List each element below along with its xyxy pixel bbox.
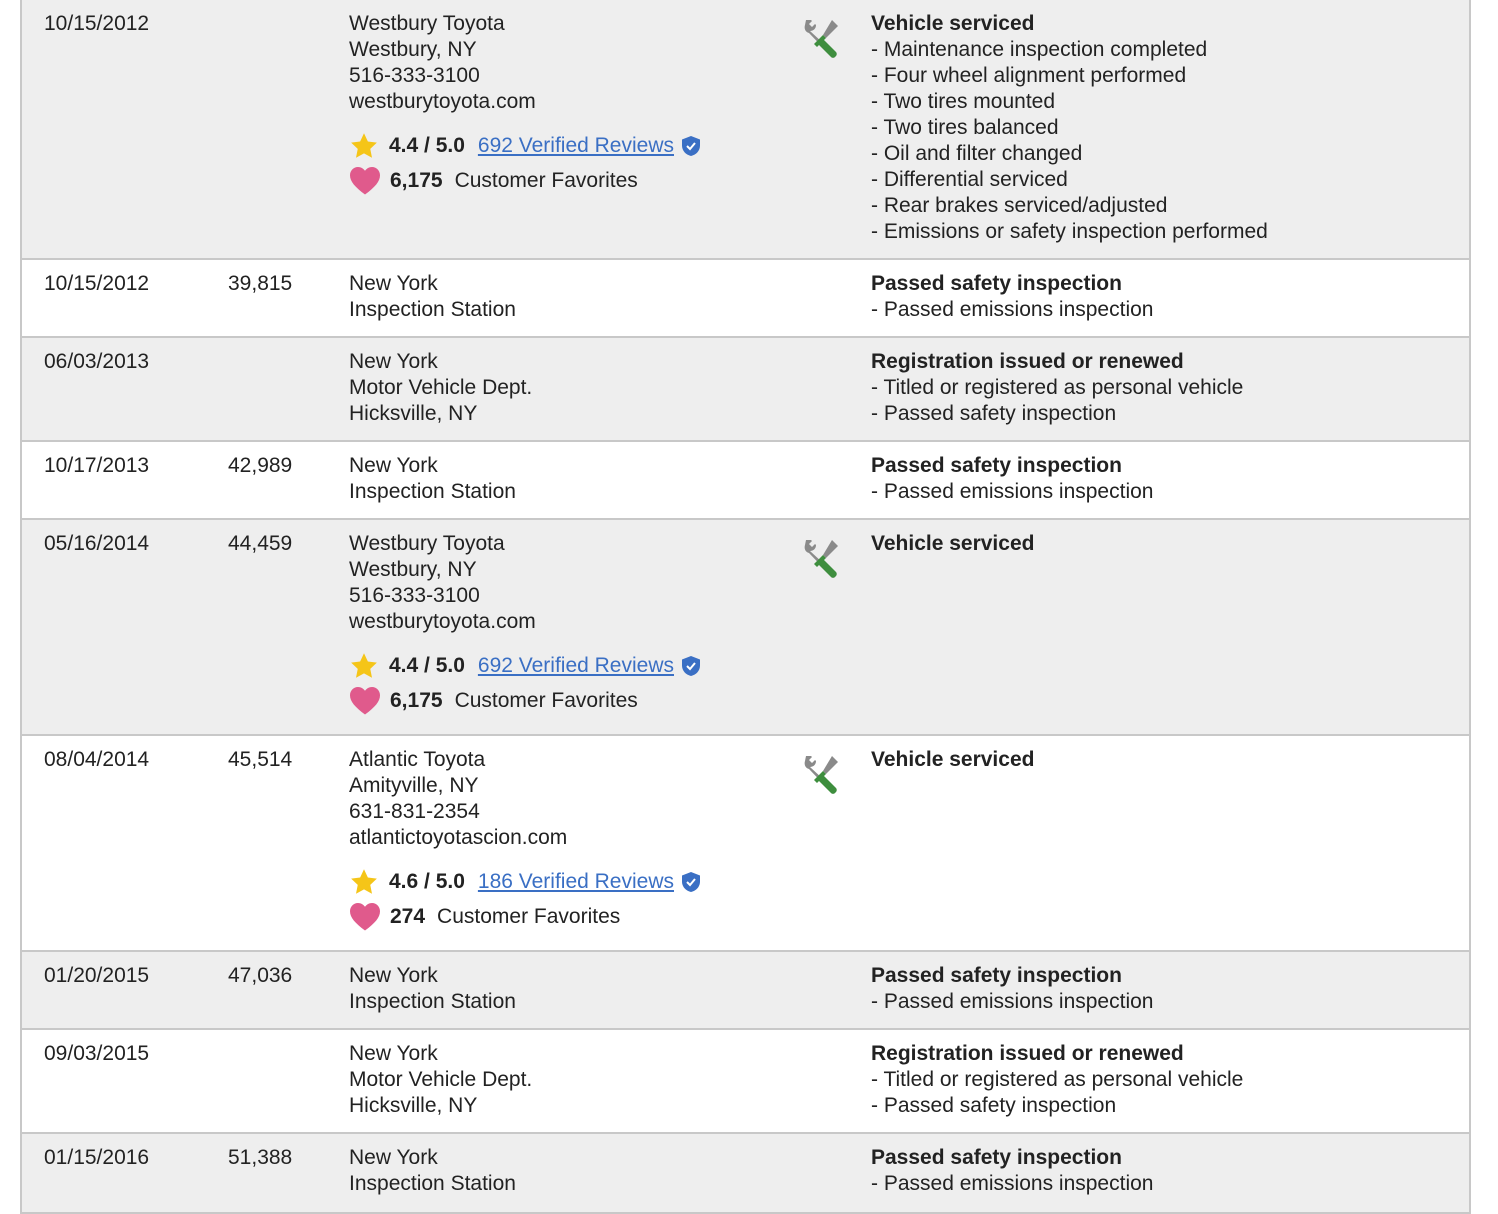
source-line: Hicksville, NY [349,402,478,425]
detail-item: - Two tires balanced [871,116,1059,139]
detail-title: Registration issued or renewed [871,350,1184,373]
favorites-label: Customer Favorites [454,689,638,712]
details-cell [871,1041,1243,1119]
source-cell [349,1041,532,1119]
record-date: 01/20/2015 [44,964,150,987]
rating-value: 4.4 / 5.0 [389,654,465,677]
date-cell [44,349,149,375]
table-row [22,338,1469,442]
detail-item: - Passed safety inspection [871,402,1117,425]
detail-item: - Two tires mounted [871,90,1056,113]
detail-item: - Rear brakes serviced/adjusted [871,194,1168,217]
detail-item: - Titled or registered as personal vehicle [871,1068,1244,1091]
mileage-cell [228,747,292,773]
history-table [20,0,1471,1214]
record-mileage: 42,989 [228,454,293,477]
mileage-cell [228,963,292,989]
details-cell [871,1145,1153,1197]
detail-item: - Passed emissions inspection [871,480,1154,503]
favorites-count: 6,175 [390,689,443,712]
wrench-screwdriver-icon [802,18,844,65]
source-line: New York [349,272,438,295]
star-icon [349,651,379,681]
details-cell [871,963,1153,1015]
source-line: New York [349,1146,438,1169]
verified-shield-icon [682,136,700,156]
date-cell [44,531,149,557]
detail-title: Registration issued or renewed [871,1042,1184,1065]
table-row [22,736,1469,952]
source-line: New York [349,1042,438,1065]
rating-value: 4.6 / 5.0 [389,870,465,893]
detail-item: - Passed emissions inspection [871,1172,1154,1195]
star-icon [349,131,379,161]
rating-line [349,651,700,681]
favorites-label: Customer Favorites [454,169,638,192]
source-line: atlantictoyotascion.com [349,826,568,849]
source-line: Motor Vehicle Dept. [349,1068,533,1091]
record-date: 09/03/2015 [44,1042,150,1065]
source-cell [349,271,516,323]
source-line: Westbury Toyota [349,532,505,555]
heart-icon [349,902,381,932]
source-line: Atlantic Toyota [349,748,486,771]
verified-reviews-link[interactable]: 692 Verified Reviews [477,654,674,677]
record-mileage: 47,036 [228,964,293,987]
wrench-screwdriver-icon [802,538,844,585]
source-line: 516-333-3100 [349,584,480,607]
record-date: 01/15/2016 [44,1146,150,1169]
star-icon [349,867,379,897]
detail-item: - Differential serviced [871,168,1068,191]
detail-item: - Maintenance inspection completed [871,38,1208,61]
source-line: New York [349,454,438,477]
detail-title: Vehicle serviced [871,532,1035,555]
detail-title: Vehicle serviced [871,12,1035,35]
source-line: Inspection Station [349,1172,516,1195]
source-line: Westbury, NY [349,38,477,61]
rating-line [349,867,700,897]
detail-title: Passed safety inspection [871,272,1122,295]
rating-line [349,131,700,161]
heart-icon [349,166,381,196]
wrench-screwdriver-icon [802,754,844,801]
record-mileage: 51,388 [228,1146,293,1169]
detail-title: Vehicle serviced [871,748,1035,771]
mileage-cell [228,531,292,557]
table-row [22,260,1469,338]
mileage-cell [228,1145,292,1171]
rating-value: 4.4 / 5.0 [389,134,465,157]
record-date: 08/04/2014 [44,748,150,771]
date-cell [44,963,149,989]
detail-title: Passed safety inspection [871,454,1122,477]
source-line: westburytoyota.com [349,90,536,113]
record-date: 10/15/2012 [44,272,150,295]
source-line: Inspection Station [349,298,516,321]
source-line: Amityville, NY [349,774,479,797]
date-cell [44,1041,149,1067]
source-line: 516-333-3100 [349,64,480,87]
detail-item: - Emissions or safety inspection performed [871,220,1268,243]
record-mileage: 45,514 [228,748,293,771]
details-cell [871,453,1153,505]
detail-item: - Passed emissions inspection [871,990,1154,1013]
details-cell [871,271,1153,323]
verified-reviews-link[interactable]: 692 Verified Reviews [477,134,674,157]
source-cell [349,1145,516,1197]
favorites-line [349,899,700,935]
source-line: Westbury Toyota [349,12,505,35]
source-cell [349,11,700,199]
detail-item: - Passed safety inspection [871,1094,1117,1117]
favorites-line [349,683,700,719]
record-date: 06/03/2013 [44,350,150,373]
source-line: Hicksville, NY [349,1094,478,1117]
record-mileage: 44,459 [228,532,293,555]
heart-icon [349,686,381,716]
favorites-count: 6,175 [390,169,443,192]
verified-reviews-link[interactable]: 186 Verified Reviews [477,870,674,893]
date-cell [44,11,149,37]
mileage-cell [228,271,292,297]
source-line: Motor Vehicle Dept. [349,376,533,399]
source-line: Westbury, NY [349,558,477,581]
detail-item: - Oil and filter changed [871,142,1083,165]
table-row [22,1134,1469,1214]
date-cell [44,453,149,479]
detail-title: Passed safety inspection [871,964,1122,987]
source-cell [349,963,516,1015]
source-cell [349,453,516,505]
source-cell [349,531,700,719]
detail-item: - Passed emissions inspection [871,298,1154,321]
detail-item: - Four wheel alignment performed [871,64,1187,87]
favorites-label: Customer Favorites [437,905,621,928]
source-line: New York [349,964,438,987]
table-row [22,952,1469,1030]
record-date: 10/15/2012 [44,12,150,35]
source-line: 631-831-2354 [349,800,480,823]
source-cell [349,349,532,427]
detail-title: Passed safety inspection [871,1146,1122,1169]
date-cell [44,747,149,773]
verified-shield-icon [682,656,700,676]
record-date: 05/16/2014 [44,532,150,555]
detail-item: - Titled or registered as personal vehicle [871,376,1244,399]
verified-shield-icon [682,872,700,892]
source-line: westburytoyota.com [349,610,536,633]
date-cell [44,1145,149,1171]
source-line: Inspection Station [349,480,516,503]
table-row [22,520,1469,736]
details-cell [871,11,1268,245]
record-date: 10/17/2013 [44,454,150,477]
source-line: Inspection Station [349,990,516,1013]
favorites-count: 274 [390,905,426,928]
date-cell [44,271,149,297]
details-cell [871,349,1243,427]
source-cell [349,747,700,935]
table-row [22,0,1469,260]
table-row [22,1030,1469,1134]
source-line: New York [349,350,438,373]
table-row [22,442,1469,520]
details-cell [871,747,1034,773]
details-cell [871,531,1034,557]
mileage-cell [228,453,292,479]
favorites-line [349,163,700,199]
record-mileage: 39,815 [228,272,293,295]
